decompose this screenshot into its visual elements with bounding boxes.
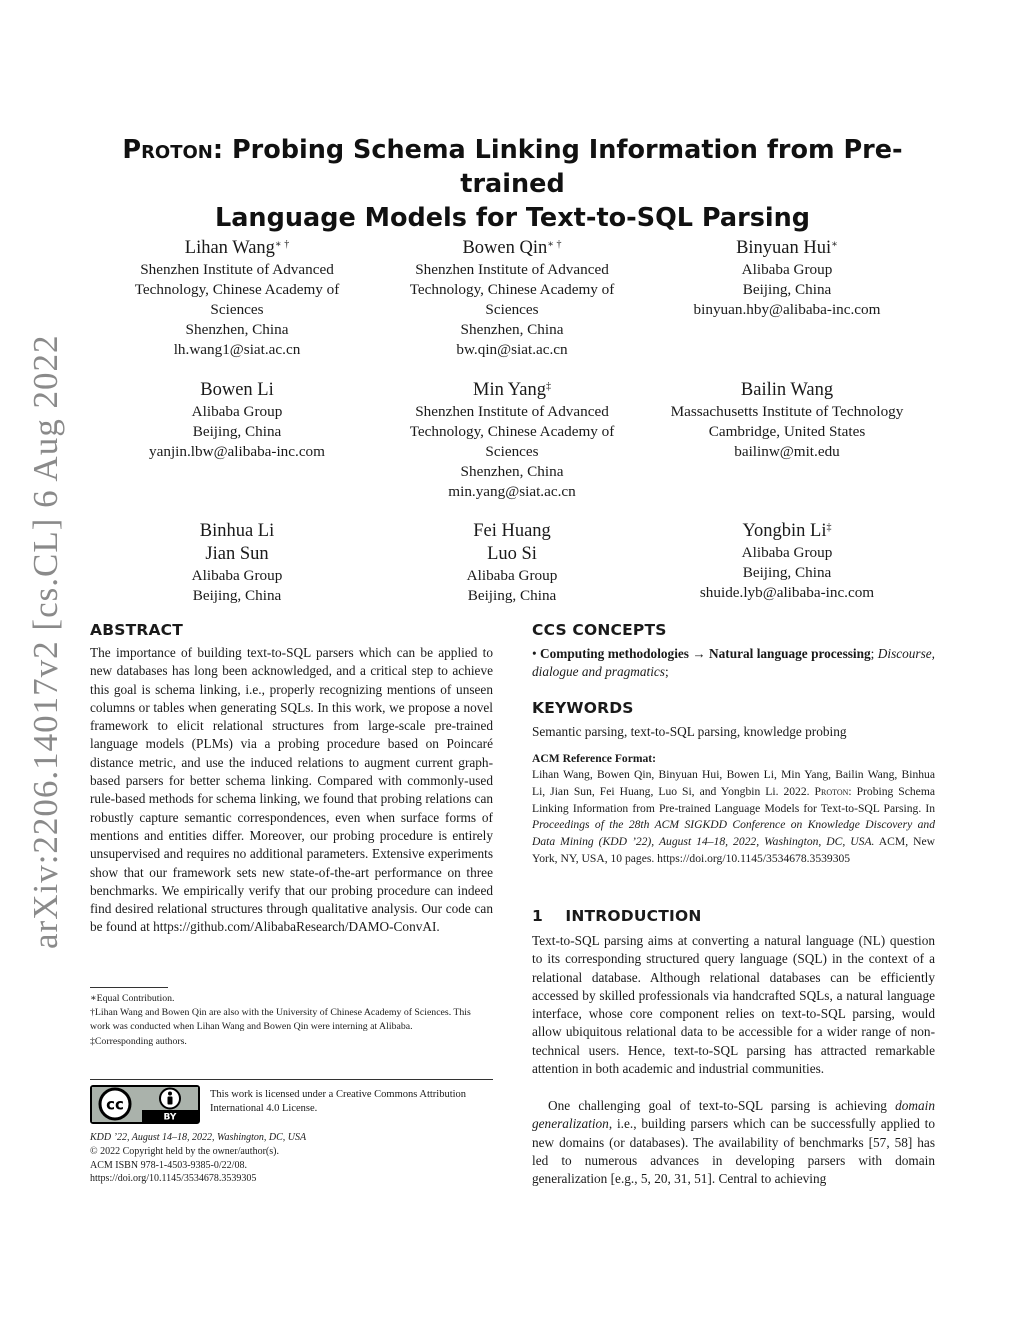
author-location: Beijing, China xyxy=(467,587,557,604)
author-affiliation: Sciences xyxy=(485,443,539,460)
author-affiliation: Alibaba Group xyxy=(466,567,558,584)
author-affiliation: Shenzhen Institute of Advanced xyxy=(415,261,609,278)
author-affiliation: Technology, Chinese Academy of xyxy=(409,423,615,440)
author-block xyxy=(362,379,662,502)
author-name: Lihan Wang∗ † xyxy=(184,238,290,258)
author-email: min.yang@siat.ac.cn xyxy=(448,483,576,500)
author-block xyxy=(362,237,662,360)
author-affiliation: Technology, Chinese Academy of xyxy=(409,281,615,298)
author-location: Beijing, China xyxy=(742,564,832,581)
author-location: Shenzhen, China xyxy=(460,463,564,480)
venue-isbn: ACM ISBN 978-1-4503-9385-0/22/08. xyxy=(90,1159,247,1171)
author-email: lh.wang1@siat.ac.cn xyxy=(173,341,301,358)
footnotes xyxy=(90,992,493,1049)
venue-conference: KDD ’22, August 14–18, 2022, Washington, DC, USA xyxy=(90,1132,307,1143)
author-email: bw.qin@siat.ac.cn xyxy=(456,341,568,358)
cc-icon-text: cc xyxy=(106,1095,124,1114)
author-name: Luo Si xyxy=(487,544,537,564)
author-affiliation: Alibaba Group xyxy=(741,261,833,278)
footnote-ucas: †Lihan Wang and Bowen Qin are also with the University of Chinese Academy of Sciences. This work was conducted when Lihan Wang and Bowen Qin were interning at Alibaba. xyxy=(90,1007,471,1033)
venue-info xyxy=(90,1131,493,1186)
author-affiliation: Technology, Chinese Academy of xyxy=(134,281,340,298)
ccs-concepts-heading: CCS CONCEPTS xyxy=(532,621,667,639)
author-name: Bowen Qin∗ † xyxy=(462,238,562,258)
author-name: Fei Huang xyxy=(473,521,551,541)
arxiv-identifier-stamp: arXiv:2206.14017v2 [cs.CL] 6 Aug 2022 xyxy=(26,334,65,950)
author-affiliation: Alibaba Group xyxy=(741,544,833,561)
author-affiliation: Massachusetts Institute of Technology xyxy=(670,403,904,420)
author-affiliation: Alibaba Group xyxy=(191,567,283,584)
author-affiliation: Sciences xyxy=(210,301,264,318)
footnote-equal-contribution: ∗Equal Contribution. xyxy=(90,993,175,1004)
keywords-heading: KEYWORDS xyxy=(532,699,634,717)
keywords-text: Semantic parsing, text-to-SQL parsing, knowledge probing xyxy=(532,724,847,739)
author-email: bailinw@mit.edu xyxy=(734,443,840,460)
author-location: Beijing, China xyxy=(192,587,282,604)
cc-by-logo xyxy=(92,1087,198,1122)
acm-reference-heading: ACM Reference Format: xyxy=(532,752,657,765)
author-block xyxy=(87,237,387,360)
author-name: Binyuan Hui∗ xyxy=(736,238,838,258)
introduction-paragraph-2: One challenging goal of text-to-SQL parsing is achieving domain generalization, i.e., building parsers which can be successfully applied to new domains (or databases). The availability of benchmarks [57, 58] has led to numerous advances in developing parsers with domain generalization [e.g., 5, 20, 31, 51]. Central to achieving xyxy=(532,1098,935,1187)
author-name: Jian Sun xyxy=(205,544,269,564)
author-affiliation: Alibaba Group xyxy=(191,403,283,420)
author-name: Bowen Li xyxy=(200,380,274,400)
author-location: Shenzhen, China xyxy=(460,321,564,338)
author-block xyxy=(637,379,937,462)
title-line-1: : Probing Schema Linking Information from Pre-trained xyxy=(212,135,903,199)
introduction-heading: 1 INTRODUCTION xyxy=(532,907,702,925)
author-email: shuide.lyb@alibaba-inc.com xyxy=(699,584,875,601)
author-block xyxy=(637,520,937,603)
author-location: Cambridge, United States xyxy=(708,423,866,440)
cc-by-license-badge xyxy=(90,1085,200,1124)
license-text: This work is licensed under a Creative Commons Attribution International 4.0 License. xyxy=(210,1089,467,1114)
author-block xyxy=(637,237,937,320)
venue-doi: https://doi.org/10.1145/3534678.3539305 xyxy=(90,1173,257,1185)
acm-reference-text: Lihan Wang, Bowen Qin, Binyuan Hui, Bowen Li, Min Yang, Bailin Wang, Binhua Li, Jian Sun, Fei Huang, Luo Si, and Yongbin Li. 2022. Proton: Probing Schema Linking Information from Pre-trained Language Models for Text-to-SQL Parsing. In Proceedings of the 28th ACM SIGKDD Conference on Knowledge Discovery and Data Mining (KDD ’22), August 14–18, 2022, Washington, DC, USA. ACM, New York, NY, USA, 10 pages. https://doi.org/10.1145/3534678.3539305 xyxy=(532,768,935,865)
paper-title xyxy=(90,133,935,235)
author-name: Yongbin Li‡ xyxy=(742,521,832,541)
introduction-paragraph-1: Text-to-SQL parsing aims at converting a natural language (NL) question to its corresponding structured query language (SQL) in the context of a relational database. Although relational databases can be efficiently accessed by skilled professionals via handcrafted SQLs, a natural language interface, whose core component relies on text-to-SQL parsing, would allow ubiquitous relational data to be accessible for a wider range of non-technical users. Hence, text-to-SQL parsing has attracted remarkable attention in both academic and industrial communities. xyxy=(532,933,935,1077)
author-email: binyuan.hby@alibaba-inc.com xyxy=(693,301,881,318)
author-name: Min Yang‡ xyxy=(473,380,551,400)
author-affiliation: Shenzhen Institute of Advanced xyxy=(415,403,609,420)
abstract-text: The importance of building text-to-SQL parsers which can be applied to new databases has long been acknowledged, and a critical step to achieve this goal is schema linking, i.e., properly recognizing mentions of unseen columns or tables when generating SQLs. In this work, we propose a novel framework to elicit relational structures from large-scale pre-trained language models (PLMs) via a probing procedure based on Poincaré distance metric, and use the induced relations to augment current graph-based parsers for better schema linking. Compared with commonly-used rule-based methods for schema linking, we found that probing relations can robustly capture semantic correspondences, even when surface forms of mentions and entities differ. Moreover, our probing procedure is entirely unsupervised and requires no additional parameters. Extensive experiments show that our framework sets new state-of-the-art performance on three benchmarks. We empirically verify that our probing procedure can indeed find desired relational structures through qualitative analysis. Our code can be found at https://github.com/AlibabaResearch/DAMO-ConvAI. xyxy=(90,645,493,935)
author-block xyxy=(362,520,662,606)
abstract-heading: ABSTRACT xyxy=(90,621,184,639)
footnote-rule xyxy=(90,987,168,988)
title-line-2: Language Models for Text-to-SQL Parsing xyxy=(214,203,811,233)
venue-copyright: © 2022 Copyright held by the owner/author(s). xyxy=(90,1145,279,1157)
footnote-corresponding: ‡Corresponding authors. xyxy=(90,1035,187,1047)
author-block xyxy=(87,520,387,606)
author-location: Shenzhen, China xyxy=(185,321,289,338)
ccs-concepts-text: • Computing methodologies → Natural language processing; Discourse, dialogue and pragmatics; xyxy=(532,646,936,680)
author-affiliation: Shenzhen Institute of Advanced xyxy=(140,261,334,278)
author-block xyxy=(87,379,387,462)
author-name: Binhua Li xyxy=(199,521,275,541)
title-system-name: Proton xyxy=(122,135,213,165)
author-email: yanjin.lbw@alibaba-inc.com xyxy=(149,443,325,460)
by-label: BY xyxy=(163,1112,177,1122)
license-rule xyxy=(90,1079,493,1080)
author-location: Beijing, China xyxy=(192,423,282,440)
author-name: Bailin Wang xyxy=(740,380,834,400)
author-location: Beijing, China xyxy=(742,281,832,298)
author-affiliation: Sciences xyxy=(485,301,539,318)
